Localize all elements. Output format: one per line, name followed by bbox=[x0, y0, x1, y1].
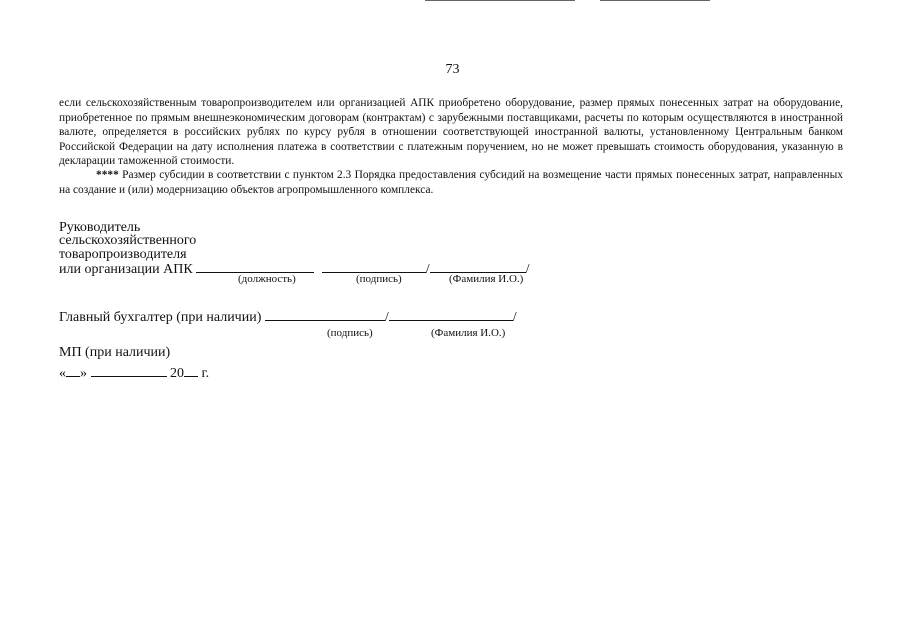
page-number: 73 bbox=[445, 62, 460, 77]
date-close-quote: » bbox=[80, 366, 87, 381]
head-label-line-4: или организации АПК / / bbox=[59, 262, 530, 278]
date-month-line[interactable] bbox=[91, 365, 167, 377]
date-line bbox=[59, 365, 209, 382]
paragraph-equipment-costs: если сельскохозяйственным товаропроизводителем или организацией АПК приобретено оборудование, размер прямых понесенных затрат на оборудование, приобретенное по прямым внешнеэкономическим договорам (контрактам) с зарубежными поставщиками, расчеты по которым осуществляются в иностранной валюте, определяется в российских рублях по курсу рубля в отношении соответствующей иностранной валюты, установленному Центральным банком Российской Федерации на дату исполнения платежа в соответствии с платежным поручением, но не может превышать стоимость оборудования, указанную в декларации таможенной стоимости. bbox=[59, 97, 843, 168]
slash-separator: / bbox=[425, 262, 430, 278]
date-year-prefix: 20 bbox=[170, 366, 184, 381]
caption-accountant-signature: (подпись) bbox=[327, 327, 373, 339]
top-rule-right bbox=[600, 0, 710, 1]
head-label-line-2: сельскохозяйственного bbox=[59, 233, 197, 249]
caption-accountant-name: (Фамилия И.О.) bbox=[431, 327, 506, 339]
accountant-label: Главный бухгалтер (при наличии) bbox=[59, 310, 262, 325]
head-name-line[interactable] bbox=[430, 261, 526, 273]
accountant-name-line[interactable] bbox=[389, 309, 513, 321]
slash-separator: / bbox=[512, 310, 517, 325]
head-signature-line[interactable] bbox=[322, 261, 426, 273]
caption-position: (должность) bbox=[238, 273, 296, 285]
paragraph-subsidy-footnote bbox=[59, 168, 843, 197]
caption-head-name: (Фамилия И.О.) bbox=[449, 273, 524, 285]
head-label-line-3: товаропроизводителя bbox=[59, 246, 187, 262]
date-open-quote: « bbox=[59, 366, 66, 381]
footnote-marker: **** bbox=[96, 169, 119, 181]
head-label-block bbox=[59, 221, 529, 277]
caption-head-signature: (подпись) bbox=[356, 273, 402, 285]
slash-separator: / bbox=[525, 262, 530, 278]
top-rule-left bbox=[425, 0, 575, 1]
date-year-suffix: г. bbox=[201, 366, 210, 381]
date-year-line[interactable] bbox=[184, 365, 198, 377]
slash-separator: / bbox=[384, 310, 389, 325]
date-day-line[interactable] bbox=[66, 365, 80, 377]
head-label-line-1: Руководитель bbox=[59, 220, 141, 235]
accountant-signature-line[interactable] bbox=[265, 309, 385, 321]
head-position-line[interactable] bbox=[196, 261, 314, 273]
footnote-text: Размер субсидии в соответствии с пунктом 2.3 Порядка предоставления субсидий на возмещение части прямых понесенных затрат, направленных на создание и (или) модернизацию объектов агропромышленного комплекса. bbox=[59, 169, 843, 196]
accountant-row bbox=[59, 309, 517, 326]
stamp-line: МП (при наличии) bbox=[59, 345, 171, 360]
